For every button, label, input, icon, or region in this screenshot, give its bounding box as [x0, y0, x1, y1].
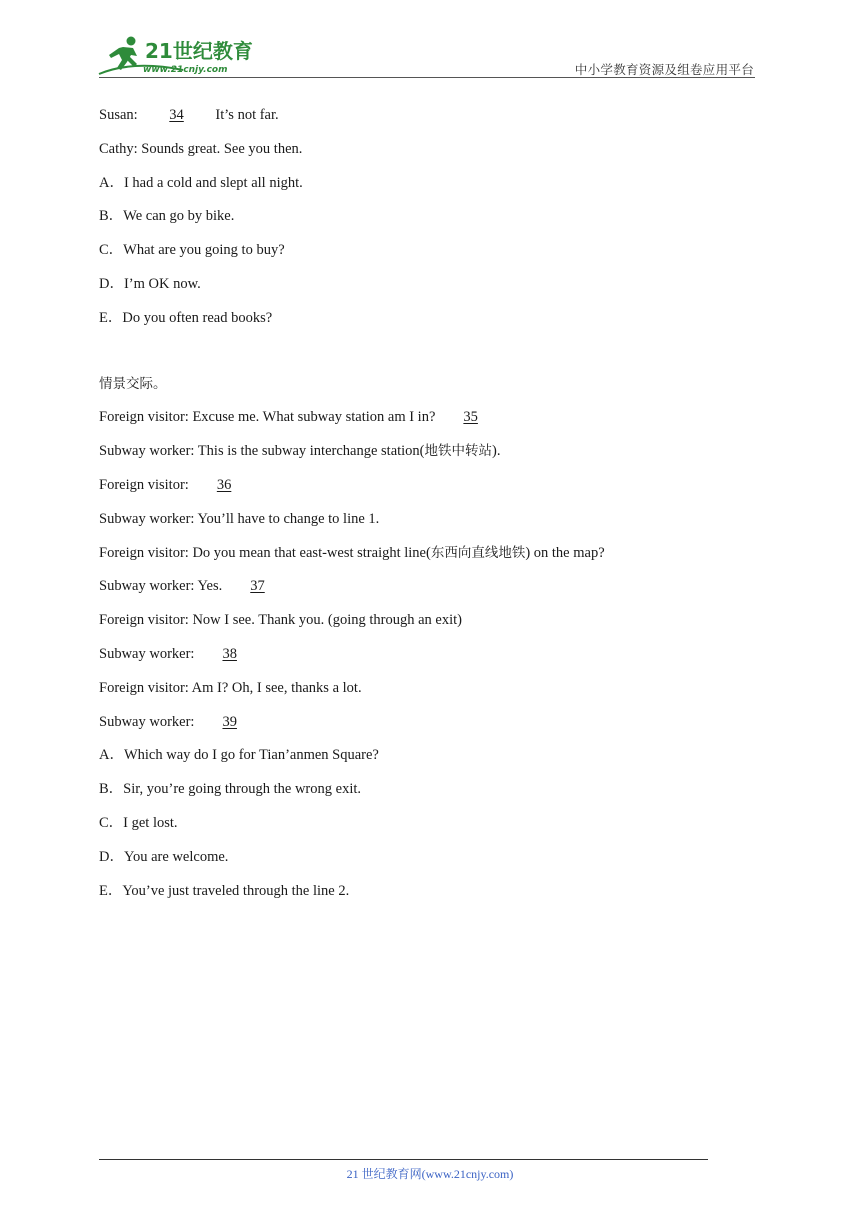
runner-logo-icon	[93, 34, 263, 78]
dialog-line: Subway worker: 39	[99, 711, 759, 745]
option-e: E．Do you often read books?	[99, 309, 273, 326]
option-a: A．Which way do I go for Tian’anmen Square?	[99, 747, 379, 764]
option-d: D．You are welcome.	[99, 848, 229, 865]
option-c: C．What are you going to buy?	[99, 242, 285, 259]
option-b: B．Sir, you’re going through the wrong exit.	[99, 781, 361, 798]
option-b: B．We can go by bike.	[99, 208, 235, 225]
section-title: 情景交际。	[99, 375, 167, 392]
dialog-line-susan: Susan: 34 It’s not far.	[99, 104, 759, 138]
option-d: D．I’m OK now.	[99, 275, 201, 292]
dialog-line: Subway worker: Yes. 37	[99, 575, 759, 609]
answer-blank-36[interactable]: 36	[216, 476, 232, 493]
dialog-line: Subway worker: This is the subway interchange station(地铁中转站).	[99, 443, 501, 460]
answer-blank-34[interactable]: 34	[169, 107, 184, 123]
site-logo[interactable]	[93, 34, 263, 78]
answer-blank-39[interactable]: 39	[222, 713, 237, 730]
dialog-line: Foreign visitor: Am I? Oh, I see, thanks a lot.	[99, 679, 362, 696]
answer-blank-35[interactable]: 35	[463, 409, 478, 426]
logo-cn-text: 21世纪教育	[145, 39, 253, 63]
option-c: C．I get lost.	[99, 814, 178, 831]
dialog-line-cathy: Cathy: Sounds great. See you then.	[99, 140, 303, 157]
option-e: E．You’ve just traveled through the line 2.	[99, 882, 350, 899]
page-header	[0, 0, 860, 80]
dialog-line: Foreign visitor: Now I see. Thank you. (going through an exit)	[99, 612, 462, 629]
header-divider	[99, 77, 755, 78]
dialog-line: Foreign visitor: 36	[99, 474, 759, 508]
dialog-line: Subway worker: 38	[99, 643, 759, 677]
answer-blank-38[interactable]: 38	[222, 645, 237, 662]
dialog-line: Foreign visitor: Excuse me. What subway station am I in? 35	[99, 406, 759, 440]
dialog-line: Foreign visitor: Do you mean that east-west straight line(东西向直线地铁) on the map?	[99, 544, 605, 561]
logo-url-text: www.21cnjy.com	[143, 65, 228, 75]
dialog-line: Subway worker: You’ll have to change to line 1.	[99, 510, 380, 527]
footer-link[interactable]: 21 世纪教育网(www.21cnjy.com)	[346, 1167, 514, 1181]
answer-blank-37[interactable]: 37	[250, 578, 265, 595]
platform-name: 中小学教育资源及组卷应用平台	[574, 62, 754, 77]
option-a: A．I had a cold and slept all night.	[99, 174, 303, 191]
document-body	[99, 104, 759, 913]
footer-divider	[99, 1159, 708, 1160]
